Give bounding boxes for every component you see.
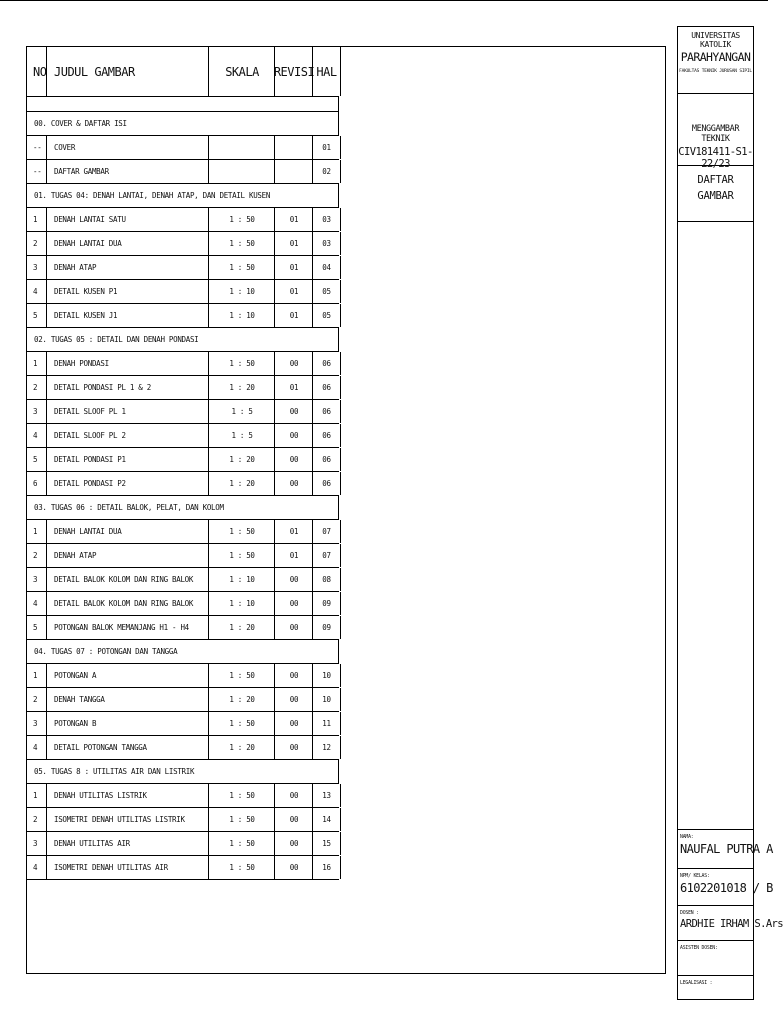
- row-scale: 1 : 50: [208, 808, 275, 831]
- row-title: DETAIL SLOOF PL 1: [46, 400, 216, 423]
- row-no: 3: [26, 400, 47, 423]
- row-page: 06: [312, 448, 341, 471]
- row-title: DENAH ATAP: [46, 256, 216, 279]
- row-scale: 1 : 10: [208, 592, 275, 615]
- row-page: 16: [312, 856, 341, 879]
- header-title: JUDUL GAMBAR: [46, 47, 216, 96]
- row-scale: 1 : 50: [208, 352, 275, 375]
- header-page: HAL: [312, 47, 341, 96]
- row-title: DENAH ATAP: [46, 544, 216, 567]
- row-scale: 1 : 50: [208, 712, 275, 735]
- section-label: 02. TUGAS 05 : DETAIL DAN DENAH PONDASI: [26, 328, 339, 351]
- row-no: 5: [26, 616, 47, 639]
- section-label: 00. COVER & DAFTAR ISI: [26, 112, 339, 135]
- row-title: DETAIL KUSEN J1: [46, 304, 216, 327]
- row-revision: 01: [274, 304, 313, 327]
- row-revision: 00: [274, 568, 313, 591]
- lecturer-value: ARDHIE IRHAM S.Ars: [680, 918, 783, 930]
- row-no: 2: [26, 376, 47, 399]
- row-revision: 00: [274, 856, 313, 879]
- row-revision: 00: [274, 424, 313, 447]
- row-no: 4: [26, 736, 47, 759]
- table-row: [26, 424, 339, 448]
- row-no: 1: [26, 784, 47, 807]
- approval-label: LEGALISASI :: [680, 981, 713, 986]
- sheet-title-line1: DAFTAR: [697, 174, 734, 186]
- row-page: 03: [312, 208, 341, 231]
- row-page: 04: [312, 256, 341, 279]
- row-page: 02: [312, 160, 341, 183]
- row-no: 3: [26, 256, 47, 279]
- drawing-list-table: [26, 46, 339, 880]
- row-scale: 1 : 20: [208, 472, 275, 495]
- name-value: NAUFAL PUTRA A: [680, 842, 773, 856]
- row-page: 15: [312, 832, 341, 855]
- row-no: 3: [26, 712, 47, 735]
- row-revision: 00: [274, 448, 313, 471]
- row-no: 5: [26, 304, 47, 327]
- row-page: 06: [312, 472, 341, 495]
- course-section: [678, 94, 753, 170]
- row-title: DETAIL SLOOF PL 2: [46, 424, 216, 447]
- row-page: 06: [312, 400, 341, 423]
- row-revision: [274, 136, 313, 159]
- row-scale: 1 : 20: [208, 448, 275, 471]
- table-row: [26, 352, 339, 376]
- row-no: 6: [26, 472, 47, 495]
- row-page: 06: [312, 424, 341, 447]
- section-label: 03. TUGAS 06 : DETAIL BALOK, PELAT, DAN KOLOM: [26, 496, 339, 519]
- row-page: 14: [312, 808, 341, 831]
- section-label: 04. TUGAS 07 : POTONGAN DAN TANGGA: [26, 640, 339, 663]
- row-page: 01: [312, 136, 341, 159]
- row-title: DETAIL BALOK KOLOM DAN RING BALOK: [46, 592, 216, 615]
- table-row: [26, 400, 339, 424]
- row-page: 09: [312, 592, 341, 615]
- row-revision: 00: [274, 832, 313, 855]
- row-title: DAFTAR GAMBAR: [46, 160, 216, 183]
- row-title: DETAIL KUSEN P1: [46, 280, 216, 303]
- assistant-label: ASISTEN DOSEN:: [680, 946, 718, 951]
- row-title: POTONGAN A: [46, 664, 216, 687]
- row-page: 12: [312, 736, 341, 759]
- row-page: 07: [312, 520, 341, 543]
- table-row: [26, 136, 339, 160]
- row-no: 4: [26, 280, 47, 303]
- row-no: --: [26, 136, 47, 159]
- npm-label: NPM/ KELAS:: [680, 874, 710, 879]
- row-revision: 00: [274, 712, 313, 735]
- table-header-row: [26, 46, 339, 97]
- table-row: [26, 856, 339, 880]
- row-revision: 00: [274, 736, 313, 759]
- table-row: [26, 256, 339, 280]
- row-revision: [274, 160, 313, 183]
- row-scale: 1 : 50: [208, 784, 275, 807]
- row-no: 1: [26, 520, 47, 543]
- row-page: 06: [312, 376, 341, 399]
- row-revision: 01: [274, 376, 313, 399]
- row-scale: 1 : 5: [208, 400, 275, 423]
- approval-field: [678, 976, 753, 1001]
- row-no: 2: [26, 544, 47, 567]
- university-line1: UNIVERSITAS KATOLIK: [691, 31, 740, 49]
- row-title: ISOMETRI DENAH UTILITAS AIR: [46, 856, 216, 879]
- row-revision: 01: [274, 520, 313, 543]
- section-row: [26, 496, 339, 520]
- title-block-blank-area: [678, 222, 753, 830]
- table-row: [26, 592, 339, 616]
- course-code: CIV181411-S1-22/23: [678, 146, 753, 170]
- row-scale: [208, 136, 275, 159]
- row-title: DENAH LANTAI DUA: [46, 520, 216, 543]
- row-title: DENAH LANTAI DUA: [46, 232, 216, 255]
- course-name: MENGGAMBAR TEKNIK: [691, 124, 740, 144]
- table-row: [26, 664, 339, 688]
- student-id-field: [678, 869, 773, 906]
- row-no: 4: [26, 424, 47, 447]
- row-scale: 1 : 10: [208, 568, 275, 591]
- row-page: 05: [312, 304, 341, 327]
- table-row: [26, 712, 339, 736]
- header-scale: SKALA: [208, 47, 275, 96]
- row-revision: 00: [274, 616, 313, 639]
- sheet-title-section: [678, 166, 753, 222]
- row-scale: 1 : 50: [208, 256, 275, 279]
- section-row: [26, 760, 339, 784]
- table-row: [26, 280, 339, 304]
- row-revision: 01: [274, 280, 313, 303]
- table-row: [26, 304, 339, 328]
- header-revision: REVISI: [274, 47, 313, 96]
- table-row: [26, 736, 339, 760]
- row-scale: 1 : 20: [208, 616, 275, 639]
- row-revision: 00: [274, 592, 313, 615]
- table-row: [26, 208, 339, 232]
- row-revision: 00: [274, 400, 313, 423]
- table-row: [26, 376, 339, 400]
- title-block: [677, 26, 783, 1000]
- row-title: POTONGAN B: [46, 712, 216, 735]
- table-row: [26, 520, 339, 544]
- row-revision: 01: [274, 208, 313, 231]
- npm-value: 6102201018 / B: [680, 881, 773, 895]
- row-no: 2: [26, 808, 47, 831]
- row-no: 1: [26, 208, 47, 231]
- table-spacer-row: [26, 97, 339, 112]
- row-revision: 01: [274, 256, 313, 279]
- row-no: 1: [26, 664, 47, 687]
- row-page: 05: [312, 280, 341, 303]
- lecturer-field: [678, 906, 783, 941]
- row-scale: 1 : 10: [208, 280, 275, 303]
- table-row: [26, 688, 339, 712]
- row-scale: 1 : 50: [208, 856, 275, 879]
- row-revision: 00: [274, 472, 313, 495]
- row-scale: 1 : 5: [208, 424, 275, 447]
- sheet-top-border: [0, 0, 768, 1]
- row-title: DETAIL PONDASI P1: [46, 448, 216, 471]
- row-no: 4: [26, 856, 47, 879]
- faculty-name: FAKULTAS TEKNIK JURUSAN SIPIL: [679, 69, 752, 74]
- sheet-title-line2: GAMBAR: [697, 190, 734, 202]
- section-row: [26, 184, 339, 208]
- row-scale: 1 : 20: [208, 688, 275, 711]
- table-row: [26, 808, 339, 832]
- row-title: DETAIL POTONGAN TANGGA: [46, 736, 216, 759]
- row-revision: 01: [274, 232, 313, 255]
- spacer-box: [26, 97, 339, 111]
- row-page: 07: [312, 544, 341, 567]
- row-page: 11: [312, 712, 341, 735]
- table-row: [26, 160, 339, 184]
- row-title: POTONGAN BALOK MEMANJANG H1 - H4: [46, 616, 216, 639]
- table-row: [26, 544, 339, 568]
- row-no: 5: [26, 448, 47, 471]
- row-title: DENAH LANTAI SATU: [46, 208, 216, 231]
- row-revision: 00: [274, 688, 313, 711]
- university-section: [678, 27, 753, 94]
- assistant-field: [678, 941, 753, 976]
- section-row: [26, 112, 339, 136]
- row-no: 2: [26, 688, 47, 711]
- row-scale: 1 : 50: [208, 832, 275, 855]
- row-revision: 00: [274, 664, 313, 687]
- row-title: DENAH UTILITAS LISTRIK: [46, 784, 216, 807]
- row-scale: 1 : 50: [208, 544, 275, 567]
- row-title: DENAH PONDASI: [46, 352, 216, 375]
- table-row: [26, 784, 339, 808]
- row-scale: 1 : 50: [208, 232, 275, 255]
- row-title: DENAH UTILITAS AIR: [46, 832, 216, 855]
- student-name-field: [678, 830, 773, 869]
- university-line2: PARAHYANGAN: [680, 50, 751, 64]
- row-no: 2: [26, 232, 47, 255]
- row-no: 3: [26, 568, 47, 591]
- row-scale: 1 : 20: [208, 736, 275, 759]
- header-no: NO: [26, 47, 47, 96]
- row-scale: 1 : 50: [208, 664, 275, 687]
- row-page: 10: [312, 664, 341, 687]
- section-row: [26, 640, 339, 664]
- table-row: [26, 616, 339, 640]
- row-page: 09: [312, 616, 341, 639]
- row-revision: 00: [274, 808, 313, 831]
- row-revision: 01: [274, 544, 313, 567]
- row-title: ISOMETRI DENAH UTILITAS LISTRIK: [46, 808, 216, 831]
- row-scale: 1 : 50: [208, 208, 275, 231]
- row-page: 10: [312, 688, 341, 711]
- table-row: [26, 832, 339, 856]
- row-no: 3: [26, 832, 47, 855]
- row-title: DETAIL BALOK KOLOM DAN RING BALOK: [46, 568, 216, 591]
- row-scale: [208, 160, 275, 183]
- row-title: DENAH TANGGA: [46, 688, 216, 711]
- row-scale: 1 : 20: [208, 376, 275, 399]
- row-page: 03: [312, 232, 341, 255]
- row-page: 08: [312, 568, 341, 591]
- table-row: [26, 472, 339, 496]
- section-label: 01. TUGAS 04: DENAH LANTAI, DENAH ATAP, DAN DETAIL KUSEN: [26, 184, 339, 207]
- table-row: [26, 448, 339, 472]
- table-row: [26, 568, 339, 592]
- row-title: DETAIL PONDASI PL 1 & 2: [46, 376, 216, 399]
- row-title: DETAIL PONDASI P2: [46, 472, 216, 495]
- table-row: [26, 232, 339, 256]
- lecturer-label: DOSEN :: [680, 911, 699, 916]
- row-page: 06: [312, 352, 341, 375]
- name-label: NAMA:: [680, 835, 694, 840]
- row-scale: 1 : 10: [208, 304, 275, 327]
- row-revision: 00: [274, 784, 313, 807]
- section-row: [26, 328, 339, 352]
- row-no: 1: [26, 352, 47, 375]
- row-title: COVER: [46, 136, 216, 159]
- row-no: --: [26, 160, 47, 183]
- row-no: 4: [26, 592, 47, 615]
- row-scale: 1 : 50: [208, 520, 275, 543]
- section-label: 05. TUGAS 8 : UTILITAS AIR DAN LISTRIK: [26, 760, 339, 783]
- row-revision: 00: [274, 352, 313, 375]
- row-page: 13: [312, 784, 341, 807]
